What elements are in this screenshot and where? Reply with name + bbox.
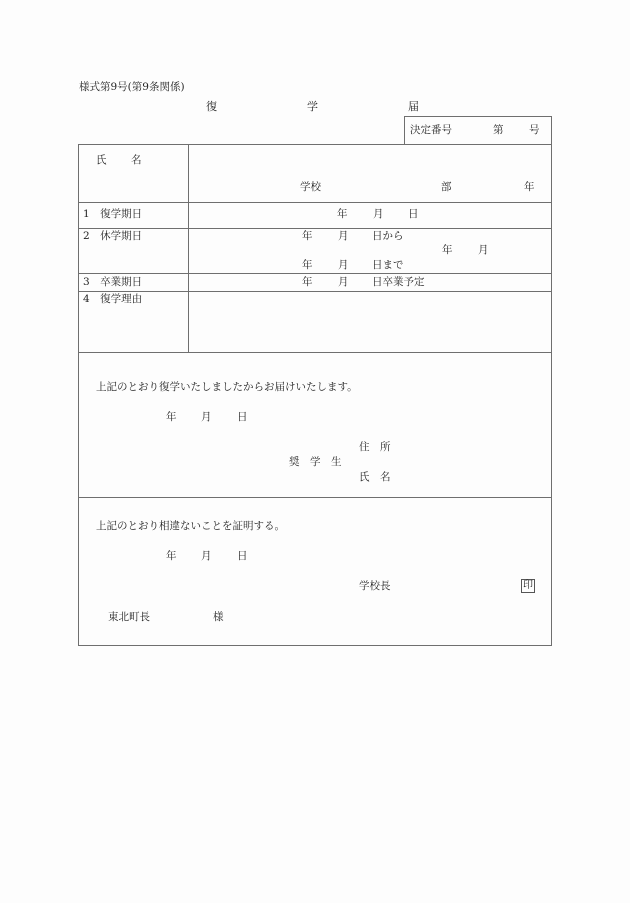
leave-duration-month: 月	[478, 244, 489, 256]
name-label-1: 氏	[96, 154, 107, 166]
name-label-2: 名	[131, 154, 142, 166]
certification-year: 年	[166, 550, 177, 562]
declaration-text: 上記のとおり復学いたしましたからお届けいたします。	[96, 381, 358, 393]
scholar-label: 奨 学 生	[289, 456, 342, 468]
title-char-3: 届	[408, 100, 419, 113]
graduation-year: 年	[302, 276, 313, 288]
title-char-2: 学	[307, 100, 318, 113]
title-char-1: 復	[206, 100, 217, 113]
graduation-day: 日卒業予定	[372, 276, 425, 288]
leave-from-month: 月	[338, 230, 349, 242]
return-reason-label: 4 復学理由	[83, 293, 143, 305]
decision-number-label: 決定番号	[410, 124, 452, 136]
row-divider-2	[78, 228, 552, 229]
row-divider-5	[78, 352, 552, 353]
leave-to-day: 日まで	[372, 259, 404, 271]
decision-box-left-border	[404, 116, 405, 144]
school-label: 学校	[300, 181, 321, 193]
return-date-label: 1 復学期日	[83, 208, 143, 220]
leave-period-label: 2 休学期日	[83, 230, 143, 242]
certification-text: 上記のとおり相違ないことを証明する。	[96, 520, 285, 532]
table-top-border	[78, 144, 552, 145]
declaration-day: 日	[237, 411, 248, 423]
addressee-label: 東北町長	[108, 611, 150, 623]
row-divider-4	[78, 291, 552, 292]
graduation-month: 月	[338, 276, 349, 288]
return-date-month: 月	[373, 208, 384, 220]
table-bottom-border	[78, 645, 552, 646]
declaration-year: 年	[166, 411, 177, 423]
signer-name-label: 氏 名	[359, 471, 391, 483]
leave-from-day: 日から	[372, 230, 404, 242]
leave-to-year: 年	[302, 259, 313, 271]
department-label: 部	[441, 181, 452, 193]
label-column-divider	[188, 144, 189, 352]
principal-label: 学校長	[359, 580, 391, 592]
decision-go: 号	[529, 124, 540, 136]
form-number: 様式第9号(第9条関係)	[79, 81, 185, 93]
row-divider-3	[78, 273, 552, 274]
table-right-border	[551, 144, 552, 646]
decision-dai: 第	[493, 124, 504, 136]
leave-duration-year: 年	[442, 244, 453, 256]
decision-box-top-border	[404, 116, 552, 117]
address-label: 住 所	[359, 441, 391, 453]
certification-month: 月	[201, 550, 212, 562]
decision-box-right-border	[551, 116, 552, 144]
return-date-year: 年	[337, 208, 348, 220]
graduation-date-label: 3 卒業期日	[83, 276, 143, 288]
return-date-day: 日	[408, 208, 419, 220]
leave-to-month: 月	[338, 259, 349, 271]
section-divider	[78, 497, 552, 498]
row-divider-1	[78, 202, 552, 203]
seal-icon: 印	[523, 580, 533, 591]
declaration-month: 月	[201, 411, 212, 423]
certification-day: 日	[237, 550, 248, 562]
honorific-label: 様	[213, 611, 224, 623]
grade-label: 年	[524, 181, 535, 193]
table-left-border	[78, 144, 79, 646]
leave-from-year: 年	[302, 230, 313, 242]
